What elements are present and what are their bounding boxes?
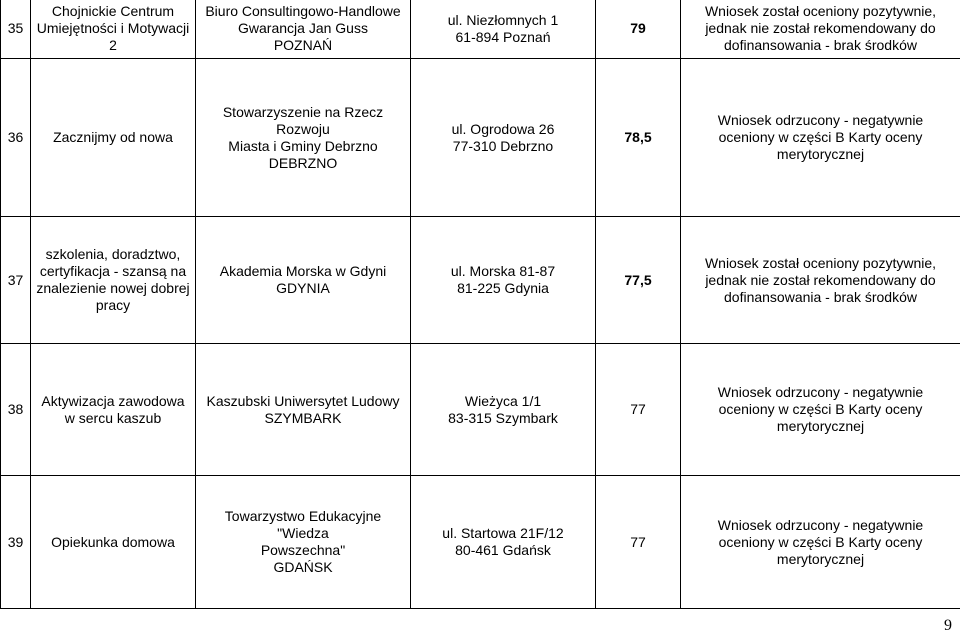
row-number: 36: [1, 59, 31, 217]
page-number: 9: [944, 617, 952, 634]
table-row: [1, 217, 960, 344]
score: 78,5: [596, 59, 681, 217]
evaluation-status: Wniosek odrzucony - negatywnie oceniony w części B Karty oceny merytorycznej: [681, 344, 960, 476]
score: 77: [596, 344, 681, 476]
applicant-address: ul. Ogrodowa 26 77-310 Debrzno: [411, 59, 596, 217]
project-title: szkolenia, doradztwo, certyfikacja - szansą na znalezienie nowej dobrej pracy: [31, 217, 196, 344]
evaluation-status: Wniosek odrzucony - negatywnie oceniony w części B Karty oceny merytorycznej: [681, 59, 960, 217]
applicant-name: Biuro Consultingowo-Handlowe Gwarancja Jan Guss POZNAŃ: [196, 0, 411, 59]
applicant-address: ul. Startowa 21F/12 80-461 Gdańsk: [411, 476, 596, 609]
table-row: [1, 0, 960, 59]
score: 77: [596, 476, 681, 609]
evaluation-status: Wniosek został oceniony pozytywnie, jednak nie został rekomendowany do dofinansowania - brak środków: [681, 0, 960, 59]
applicant-name: Akademia Morska w Gdyni GDYNIA: [196, 217, 411, 344]
table-row: [1, 344, 960, 476]
project-title: Opiekunka domowa: [31, 476, 196, 609]
applicant-address: ul. Morska 81-87 81-225 Gdynia: [411, 217, 596, 344]
table-row: [1, 476, 960, 609]
project-title: Chojnickie Centrum Umiejętności i Motywacji 2: [31, 0, 196, 59]
applicant-name: Towarzystwo Edukacyjne "Wiedza Powszechna" GDAŃSK: [196, 476, 411, 609]
applicant-name: Stowarzyszenie na Rzecz Rozwoju Miasta i Gminy Debrzno DEBRZNO: [196, 59, 411, 217]
project-title: Aktywizacja zawodowa w sercu kaszub: [31, 344, 196, 476]
table-row: [1, 59, 960, 217]
row-number: 37: [1, 217, 31, 344]
applicant-name: Kaszubski Uniwersytet Ludowy SZYMBARK: [196, 344, 411, 476]
evaluation-status: Wniosek odrzucony - negatywnie oceniony w części B Karty oceny merytorycznej: [681, 476, 960, 609]
row-number: 39: [1, 476, 31, 609]
project-title: Zacznijmy od nowa: [31, 59, 196, 217]
evaluation-status: Wniosek został oceniony pozytywnie, jednak nie został rekomendowany do dofinansowania - brak środków: [681, 217, 960, 344]
row-number: 38: [1, 344, 31, 476]
applicant-address: Wieżyca 1/1 83-315 Szymbark: [411, 344, 596, 476]
row-number: 35: [1, 0, 31, 59]
applicant-address: ul. Niezłomnych 1 61-894 Poznań: [411, 0, 596, 59]
score: 79: [596, 0, 681, 59]
score: 77,5: [596, 217, 681, 344]
